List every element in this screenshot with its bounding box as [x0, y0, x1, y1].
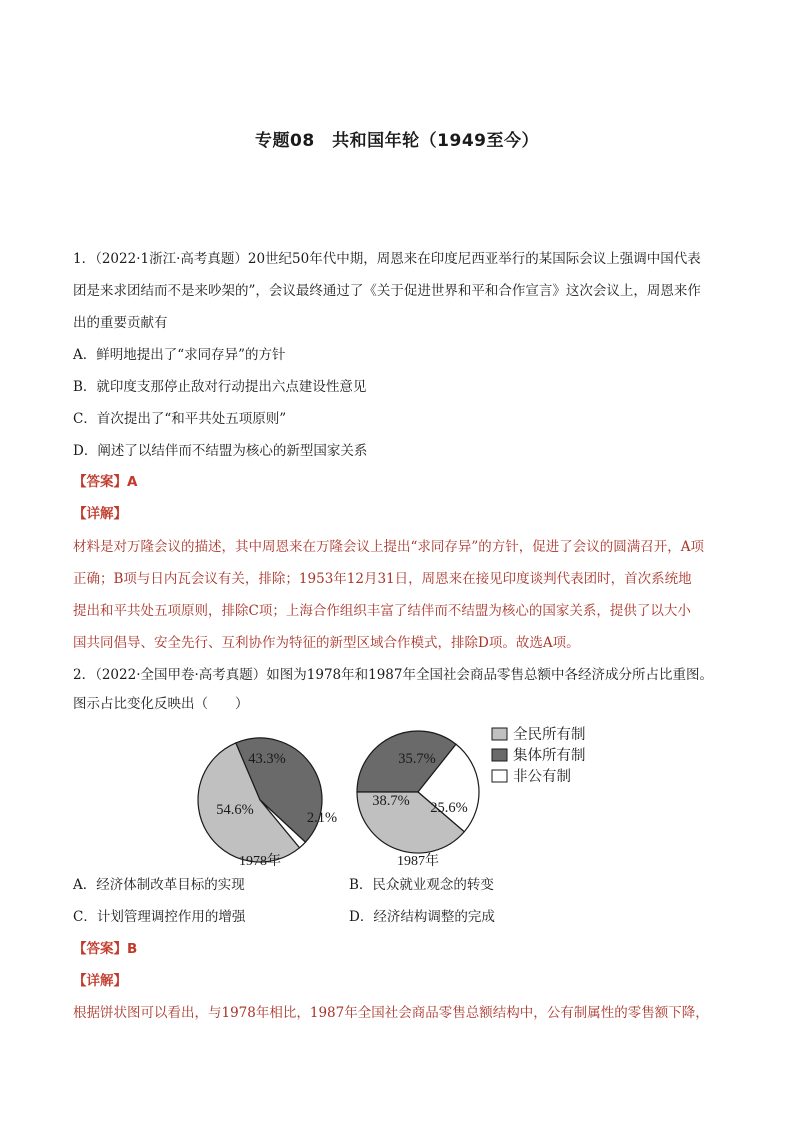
answer-label: 【答案】: [73, 474, 127, 490]
question-1-text-line-3: 出的重要贡献有: [73, 315, 168, 331]
question-1-detail-label: [73, 504, 127, 524]
pie-caption: 1987年: [397, 854, 439, 869]
pie-data-label: 43.3%: [248, 751, 286, 767]
question-2-text-line-1: 2．（2022·全国甲卷·高考真题）如图为1978年和1987年全国社会商品零售总额中各经济成分所占比重图。: [73, 667, 713, 683]
pie-data-label: 38.7%: [372, 793, 410, 809]
question-2-option-a: A．经济体制改革目标的实现: [73, 877, 245, 893]
question-2-detail-line-1: 根据饼状图可以看出，与1978年相比，1987年全国社会商品零售总额结构中，公有制属性的零售额下降，: [73, 1005, 709, 1021]
pie-caption: 1978年: [239, 854, 281, 869]
pie-chart-1978: [198, 738, 337, 869]
chart-legend: [492, 726, 586, 785]
question-1-detail-line-2: 正确；B项与日内瓦会议有关，排除；1953年12月31日，周恩来在接见印度谈判代表团时，首次系统地: [73, 571, 692, 587]
pie-charts-figure: [195, 718, 615, 870]
question-1-option-c: C．首次提出了“和平共处五项原则”: [73, 411, 287, 427]
question-2-detail-label: [73, 971, 127, 991]
legend-swatch: [492, 749, 507, 761]
question-1-option-d: D．阐述了以结伴而不结盟为核心的新型国家关系: [73, 443, 368, 459]
legend-label: 集体所有制: [513, 748, 586, 764]
detail-label: 【详解】: [73, 506, 127, 522]
question-1-text-line-1: 1．（2022·1浙江·高考真题）20世纪50年代中期，周恩来在印度尼西亚举行的某国际会议上强调中国代表: [73, 251, 701, 267]
pie-data-label: 35.7%: [398, 751, 436, 767]
legend-label: 非公有制: [513, 769, 571, 785]
question-1-option-b: B．就印度支那停止敌对行动提出六点建设性意见: [73, 379, 367, 395]
detail-label: 【详解】: [73, 973, 127, 989]
question-1-answer: [73, 472, 137, 492]
question-2-answer: [73, 939, 137, 959]
question-1-detail-line-4: 国共同倡导、安全先行、互利协作为特征的新型区域合作模式，排除D项。故选A项。: [73, 635, 580, 651]
legend-swatch: [492, 770, 507, 782]
question-2-option-b: B．民众就业观念的转变: [349, 877, 494, 893]
question-1-option-a: A．鲜明地提出了“求同存异”的方针: [73, 347, 286, 363]
pie-data-label: 25.6%: [430, 800, 468, 816]
question-2-text-line-2: 图示占比变化反映出（ ）: [73, 696, 249, 712]
question-1-detail-line-1: 材料是对万隆会议的描述，其中周恩来在万隆会议上提出“求同存异”的方针，促进了会议的圆满召开，A项: [73, 539, 705, 555]
question-2-option-c: C．计划管理调控作用的增强: [73, 909, 246, 925]
question-1-detail-line-3: 提出和平共处五项原则，排除C项；上海合作组织丰富了结伴而不结盟为核心的国家关系，提供了以大小: [73, 603, 691, 619]
pie-data-label: 2.1%: [306, 810, 338, 826]
answer-value: B: [127, 941, 138, 957]
legend-swatch: [492, 728, 507, 740]
page-title: 专题08 共和国年轮（1949至今）: [255, 131, 539, 151]
answer-value: A: [127, 474, 138, 490]
question-1-text-line-2: 团是来求团结而不是来吵架的”，会议最终通过了《关于促进世界和平和合作宣言》这次会议上，周恩来作: [73, 283, 701, 299]
legend-label: 全民所有制: [513, 727, 586, 743]
question-2-option-d: D．经济结构调整的完成: [349, 909, 495, 925]
pie-chart-1987: [357, 731, 479, 869]
pie-data-label: 54.6%: [216, 802, 254, 818]
answer-label: 【答案】: [73, 941, 127, 957]
